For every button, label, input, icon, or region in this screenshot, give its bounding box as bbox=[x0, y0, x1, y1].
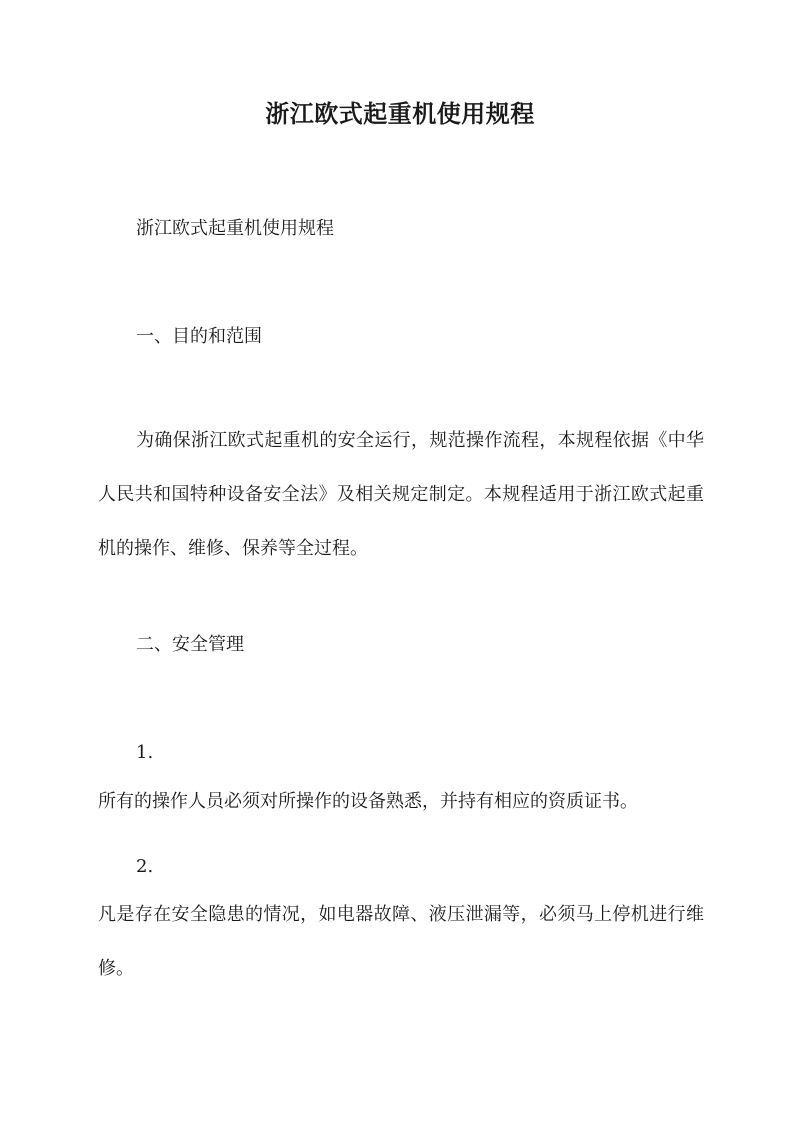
section-1-heading: 一、目的和范围 bbox=[136, 326, 262, 347]
section-1-paragraph: 为确保浙江欧式起重机的安全运行，规范操作流程，本规程依据《中华人民共和国特种设备安全法》及相关规定制定。本规程适用于浙江欧式起重机的操作、维修、保养等全过程。 bbox=[98, 430, 704, 559]
section-2-heading: 二、安全管理 bbox=[136, 634, 244, 655]
item-1-text: 所有的操作人员必须对所操作的设备熟悉，并持有相应的资质证书。 bbox=[98, 791, 638, 812]
item-2-number: 2. bbox=[136, 856, 154, 877]
document-title: 浙江欧式起重机使用规程 bbox=[265, 99, 535, 128]
item-2-text: 凡是存在安全隐患的情况，如电器故障、液压泄漏等，必须马上停机进行维修。 bbox=[98, 904, 704, 979]
item-1-number: 1. bbox=[136, 742, 154, 763]
document-subtitle: 浙江欧式起重机使用规程 bbox=[136, 218, 334, 239]
